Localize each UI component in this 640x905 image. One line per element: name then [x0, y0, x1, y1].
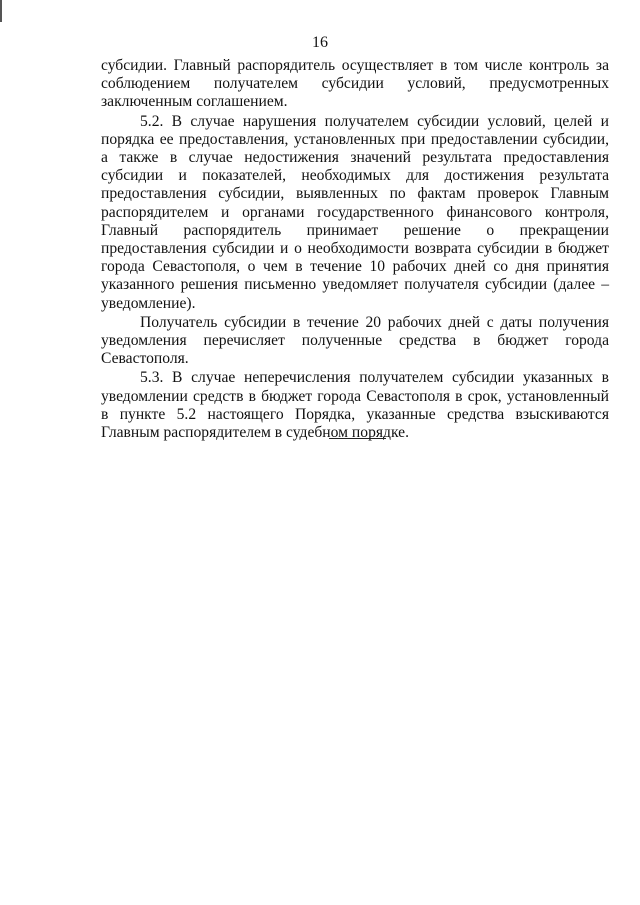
paragraph-5-2: 5.2. В случае нарушения получателем субсидии условий, целей и порядка ее предоставления, установленных при предоставлении субсидии, а также в случае недостижения значений результата предоставления субсидии и показателей, необходимых для достижения результата предоставления субсидии, выявленных по фактам проверок Главным распорядителем и органами государственного финансового контроля, Главный распорядитель принимает решение о прекращении предоставления субсидии и о необходимости возврата субсидии в бюджет города Севастополя, о чем в течение 10 рабочих дней со дня принятия указанного решения письменно уведомляет получателя субсидии (далее – уведомление).: [101, 112, 609, 312]
paragraph-refund-term: Получатель субсидии в течение 20 рабочих дней с даты получения уведомления перечисляет полученные средства в бюджет города Севастополя.: [101, 313, 609, 368]
page-number: 16: [312, 34, 328, 51]
page-edge-mark: [0, 0, 2, 22]
paragraph-5-3: 5.3. В случае неперечисления получателем субсидии указанных в уведомлении средств в бюджет города Севастополя в срок, установленный в пункте 5.2 настоящего Порядка, указанные средства взыскиваются Главным распорядителем в судебном порядке.: [101, 369, 609, 442]
end-of-text-rule: [329, 438, 386, 439]
paragraph-continuation: субсидии. Главный распорядитель осуществляет в том числе контроль за соблюдением получателем субсидии условий, предусмотренных заключенным соглашением.: [101, 57, 609, 111]
document-body: [101, 57, 609, 442]
